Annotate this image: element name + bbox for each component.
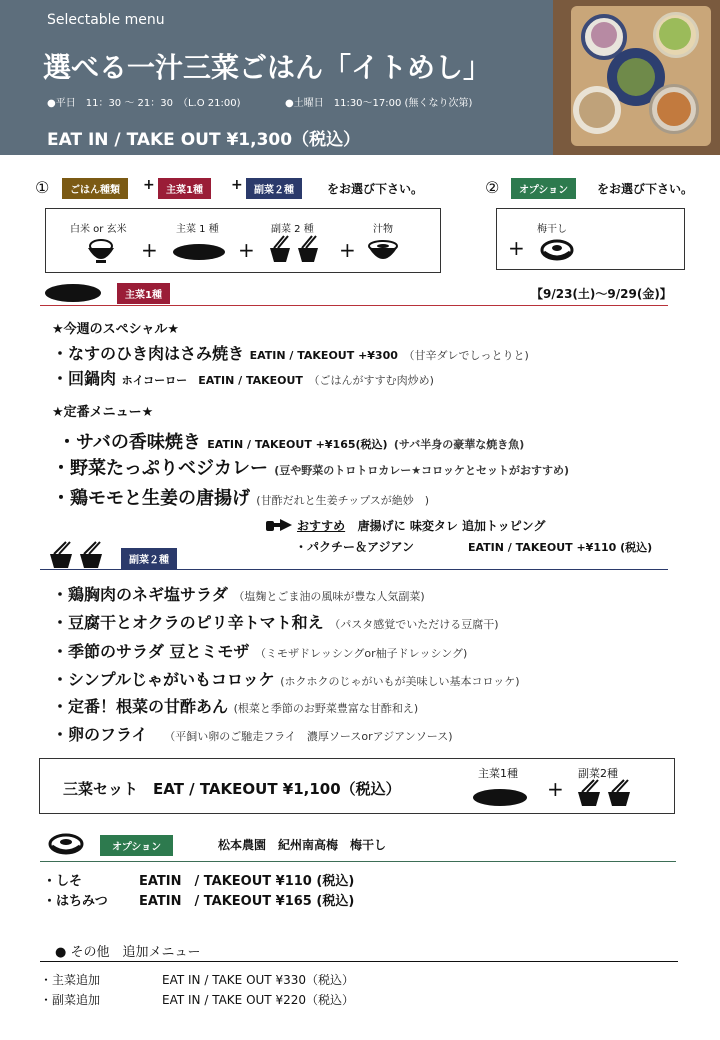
rice-type-tag: ごはん種類	[62, 178, 128, 199]
price-line: EAT IN / TAKE OUT ¥1,300（税込）	[47, 130, 361, 150]
umeboshi-dish-icon	[540, 238, 574, 262]
option-section-tag: オプション	[100, 835, 173, 856]
other-item	[40, 971, 354, 988]
main-section-tag-wrap	[117, 283, 170, 304]
side-item-note: (根菜と季節のお野菜豊富な甘酢和え)	[233, 702, 419, 715]
plus-sign: +	[141, 238, 158, 262]
special-item-price: EATIN / TAKEOUT	[198, 374, 303, 387]
other-item-price: EAT IN / TAKE OUT ¥330（税込）	[162, 973, 354, 987]
main-plate-icon	[173, 244, 225, 260]
side-item-name: ・鶏胸肉のネギ塩サラダ	[52, 585, 228, 604]
recommend-item: ・パクチー＆アジアン	[295, 540, 415, 554]
set-price-text: 三菜セット EAT / TAKEOUT ¥1,100（税込）	[63, 780, 401, 798]
meal-photo	[553, 0, 720, 155]
regular-item	[52, 484, 429, 510]
option-section-tag-wrap	[100, 835, 173, 856]
side-item	[52, 639, 467, 662]
recommend-price: EATIN / TAKEOUT +¥110 (税込)	[468, 541, 653, 554]
step1-suffix: をお選び下さい。	[327, 182, 424, 196]
plus-sign: +	[238, 238, 255, 262]
special-item-price: EATIN / TAKEOUT +¥300	[249, 349, 398, 362]
recommend-text: 唐揚げに 味変タレ 追加トッピング	[357, 519, 546, 533]
page-title: 選べる一汁三菜ごはん「イトめし」	[43, 51, 492, 84]
diagram-label-rice: 白米 or 玄米	[70, 224, 127, 235]
side-item-note: (ホクホクのじゃがいもが美味しい基本コロッケ)	[280, 675, 520, 688]
side-item-note: （平飼い卵のご馳走フライ 濃厚ソースorアジアンソース)	[164, 730, 453, 743]
option-tag: オプション	[511, 178, 576, 199]
side-item	[52, 694, 418, 717]
regular-item-name: ・サバの香味焼き	[58, 432, 201, 453]
hours-weekday: ●平日 11：30 ～ 21：30 （L.O 21:00)	[47, 98, 241, 109]
set-label-side: 副菜2種	[578, 767, 618, 780]
special-item	[52, 341, 529, 364]
option-item-name: ・はちみつ	[43, 894, 108, 909]
other-item-name: ・主菜追加	[40, 973, 101, 987]
side-item	[52, 582, 425, 605]
regular-item-note: (サバ半身の豪華な焼き魚)	[393, 438, 525, 451]
regular-item-note: (甘酢だれと生姜チップスが絶妙 )	[256, 494, 430, 507]
option-item-price: EATIN / TAKEOUT ¥110 (税込)	[139, 874, 355, 889]
hours-saturday: ●土曜日 11:30～17:00 (無くなり次第)	[285, 98, 473, 109]
special-item-note: （ごはんがすすむ肉炒め)	[308, 374, 434, 387]
recommend-line	[297, 517, 545, 534]
side-item-name: ・豆腐干とオクラのピリ辛トマト和え	[52, 613, 324, 632]
option-label-umeboshi: 梅干し	[537, 224, 567, 235]
side-dish-tag: 副菜２種	[246, 178, 302, 199]
main-dish-tag: 主菜1種	[158, 178, 211, 199]
side-section-tag: 副菜２種	[121, 548, 177, 569]
side-item-name: ・季節のサラダ 豆とミモザ	[52, 642, 250, 661]
set-side-bowls-icon	[576, 778, 634, 808]
plus-sign: +	[508, 236, 525, 260]
set-label-main: 主菜1種	[478, 767, 518, 780]
diagram-label-soup: 汁物	[373, 224, 393, 235]
option-section-divider	[40, 861, 676, 862]
plus-sign: +	[339, 238, 356, 262]
option-item-price: EATIN / TAKEOUT ¥165 (税込)	[139, 894, 355, 909]
regular-item	[52, 454, 569, 480]
special-item-reading: ホイコーロー	[121, 374, 188, 387]
step2-option-tag	[511, 178, 576, 199]
other-section-divider	[40, 961, 678, 962]
option-umeboshi-icon	[48, 832, 84, 856]
plus-sign: +	[143, 177, 155, 193]
main-section-tag: 主菜1種	[117, 283, 170, 304]
side-item	[52, 722, 452, 745]
option-item	[43, 890, 354, 909]
side-item-name: ・卵のフライ	[52, 725, 148, 744]
step1-number: ①	[35, 178, 50, 197]
soup-bowl-icon	[366, 236, 400, 264]
side-item-note: （ミモザドレッシングor柚子ドレッシング)	[255, 647, 468, 660]
step2-suffix: をお選び下さい。	[597, 182, 694, 196]
rice-bowl-icon	[86, 236, 116, 264]
diagram-label-main: 主菜 1 種	[176, 224, 219, 235]
special-heading: ★今週のスペシャル★	[52, 322, 180, 337]
header-eyebrow: Selectable menu	[47, 12, 165, 28]
side-item-note: （パスタ感覚でいただける豆腐干)	[329, 618, 499, 631]
option-item-name: ・しそ	[43, 874, 83, 889]
plus-sign: +	[231, 177, 243, 193]
side-section-divider	[40, 569, 668, 570]
regular-item	[58, 428, 524, 454]
step1-side-tag	[246, 178, 302, 199]
step2-number: ②	[485, 178, 500, 197]
side-item-name: ・シンプルじゃがいもコロッケ	[52, 670, 275, 689]
special-item-name: ・回鍋肉	[52, 369, 117, 388]
step1-main-tag	[158, 178, 211, 199]
regular-item-name: ・鶏モモと生姜の唐揚げ	[52, 488, 250, 509]
main-section-plate-icon	[45, 284, 101, 302]
step1-rice-tag	[62, 178, 128, 199]
main-section-divider	[40, 305, 668, 306]
special-item	[52, 366, 434, 389]
regular-item-note: (豆や野菜のトロトロカレー★コロッケとセットがおすすめ)	[274, 464, 570, 477]
side-section-tag-wrap	[121, 548, 177, 569]
other-item-price: EAT IN / TAKE OUT ¥220（税込）	[162, 993, 354, 1007]
side-section-bowls-icon	[48, 540, 106, 570]
date-range: 【9/23(土)～9/29(金)】	[531, 287, 672, 301]
side-item-name: ・定番！根菜の甘酢あん	[52, 697, 229, 716]
side-item	[52, 610, 499, 633]
other-item	[40, 991, 354, 1008]
regular-item-price: EATIN / TAKEOUT +¥165(税込)	[207, 438, 388, 451]
special-item-name: ・なすのひき肉はさみ焼き	[52, 344, 245, 363]
pointing-hand-icon	[266, 517, 294, 533]
side-item-note: （塩麹とごま油の風味が豊な人気副菜)	[233, 590, 425, 603]
option-title: 松本農園 紀州南高梅 梅干し	[218, 838, 387, 852]
side-item	[52, 667, 520, 690]
side-bowls-icon	[268, 234, 324, 264]
recommend-label: おすすめ	[297, 519, 346, 533]
set-main-plate-icon	[473, 789, 527, 806]
option-item	[43, 870, 354, 889]
special-item-note: （甘辛ダレでしっとりと)	[403, 349, 529, 362]
regular-heading: ★定番メニュー★	[52, 405, 154, 420]
other-item-name: ・副菜追加	[40, 993, 101, 1007]
plus-sign: +	[547, 777, 564, 801]
diagram-label-side: 副菜 2 種	[271, 224, 314, 235]
regular-item-name: ・野菜たっぷりベジカレー	[52, 458, 268, 479]
other-heading: ● その他 追加メニュー	[55, 945, 201, 960]
